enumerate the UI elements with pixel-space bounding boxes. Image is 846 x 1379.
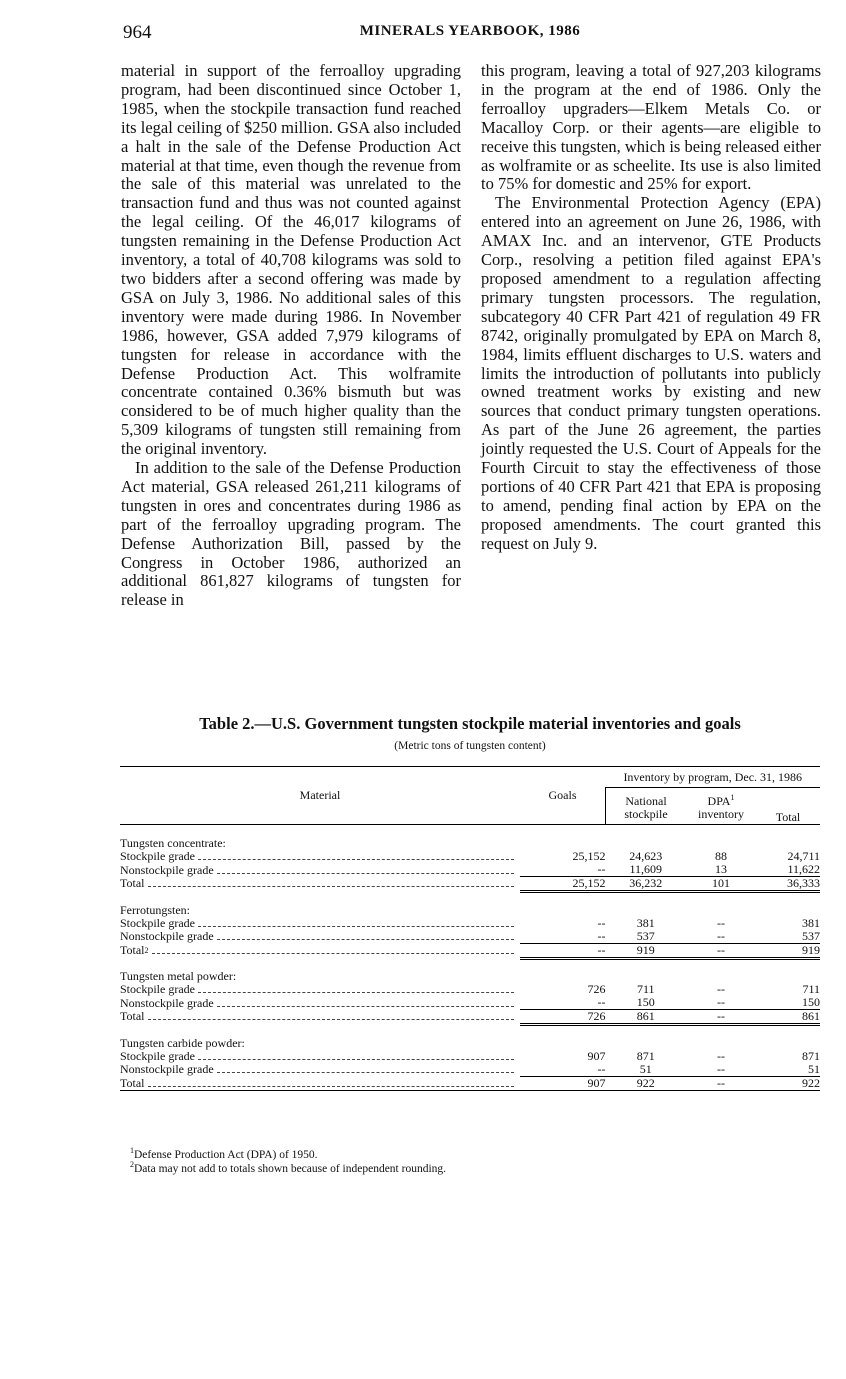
leader-dots xyxy=(217,997,514,1007)
total-value: 711 xyxy=(802,982,820,996)
rule-row xyxy=(120,1090,820,1091)
page-number: 964 xyxy=(123,22,152,43)
table-total-row xyxy=(120,1076,820,1090)
left-column xyxy=(121,62,461,610)
total-value: 919 xyxy=(756,943,820,957)
row-label: Stockpile grade xyxy=(120,982,195,996)
dpa-value: -- xyxy=(686,1076,756,1090)
dpa-value: -- xyxy=(717,915,725,930)
dpa-value: -- xyxy=(717,982,725,996)
goals-value: 726 xyxy=(520,1010,606,1024)
leader-dots xyxy=(148,1010,515,1020)
goals-value: 907 xyxy=(520,1076,606,1090)
group-label: Tungsten carbide powder: xyxy=(120,1035,245,1050)
goals-value: -- xyxy=(597,928,606,943)
table-group-row xyxy=(120,958,820,983)
dpa-value: -- xyxy=(686,943,756,957)
total-value: 24,711 xyxy=(787,849,820,863)
leader-dots xyxy=(198,850,514,860)
leader-dots xyxy=(198,917,514,927)
national-value: 24,623 xyxy=(629,849,663,863)
national-value: 11,609 xyxy=(629,862,663,876)
national-value: 36,232 xyxy=(606,877,687,891)
row-label: Stockpile grade xyxy=(120,1048,195,1063)
goals-value: -- xyxy=(597,862,606,876)
group-label: Tungsten concentrate: xyxy=(120,836,226,850)
total-value: 537 xyxy=(802,928,820,943)
group-label: Tungsten metal powder: xyxy=(120,969,237,983)
footnote-mark: 2 xyxy=(144,945,149,955)
table-group-row xyxy=(120,825,820,851)
dpa-value: -- xyxy=(686,1010,756,1024)
dpa-value: -- xyxy=(717,1048,725,1063)
national-value: 537 xyxy=(636,928,655,943)
table-row xyxy=(120,930,820,944)
paragraph: The Environmental Protection Agency (EPA) entered into an agreement on June 26, 1986, with AMAX Inc. and an intervenor, GTE Products Corp., resolving a petition filed against EPA's proposed amendment to a regulation affecting primary tungsten processors. The regulation, subcategory 40 CFR Part 421 of regulation 49 FR 8742, originally promulgated by EPA on March 8, 1984, limits effluent discharges to U.S. waters and limits the introduction of pollutants into publicly owned treatment works by existing and new sources that conduct primary tungsten operations. As part of the June 26 agreement, the parties jointly requested the U.S. Court of Appeals for the Fourth Circuit to stay the effectiveness of those portions of 40 CFR Part 421 that EPA is proposing to amend, pending final action by EPA on the proposed amendments. The court granted this request on July 9. xyxy=(481,193,821,553)
row-label: Stockpile grade xyxy=(120,915,195,930)
header-goals: Goals xyxy=(548,788,577,802)
total-label: Total xyxy=(120,1075,145,1090)
national-value: 861 xyxy=(606,1010,687,1024)
header-national: National stockpile xyxy=(606,788,687,825)
table-total-row xyxy=(120,877,820,891)
goals-value: -- xyxy=(520,943,606,957)
row-label: Nonstockpile grade xyxy=(120,1062,214,1076)
total-value: 150 xyxy=(802,995,820,1009)
total-value: 922 xyxy=(756,1076,820,1090)
national-value: 871 xyxy=(636,1048,655,1063)
row-label: Stockpile grade xyxy=(120,849,195,863)
table-title: Table 2.—U.S. Government tungsten stockpile material inventories and goals xyxy=(199,714,741,733)
header-dpa: DPA$^1$ inventory xyxy=(698,793,744,821)
table-row xyxy=(120,983,820,996)
leader-dots xyxy=(217,864,514,874)
table-row xyxy=(120,996,820,1010)
leader-dots xyxy=(148,877,515,887)
national-value: 919 xyxy=(606,943,687,957)
leader-dots xyxy=(198,983,514,993)
total-value: 36,333 xyxy=(756,877,820,891)
row-label: Nonstockpile grade xyxy=(120,929,214,943)
dpa-value: -- xyxy=(717,1061,725,1076)
header-program: Inventory by program, Dec. 31, 1986 xyxy=(606,767,821,788)
goals-value: -- xyxy=(597,1061,606,1076)
table-row xyxy=(120,1063,820,1077)
leader-dots xyxy=(152,944,515,954)
group-label: Ferrotungsten: xyxy=(120,902,190,917)
national-value: 381 xyxy=(636,915,655,930)
goals-value: -- xyxy=(597,915,606,930)
table-total-row xyxy=(120,943,820,957)
total-label: Total xyxy=(120,876,145,890)
total-value: 871 xyxy=(802,1048,820,1063)
right-column xyxy=(481,62,821,554)
table-group-row xyxy=(120,1025,820,1050)
table-body xyxy=(120,825,820,1091)
dpa-value: 88 xyxy=(715,849,727,863)
row-label: Nonstockpile grade xyxy=(120,995,214,1010)
dpa-value: -- xyxy=(717,928,725,943)
dpa-value: 101 xyxy=(686,877,756,891)
paragraph: this program, leaving a total of 927,203 kilograms in the program at the end of 1986. Only the ferroalloy upgraders—Elkem Metals Co. or Macalloy Corp. or their agents—are eligible to receive this tungsten, which is being released either as wolframite or as scheelite. Its use is also limited to 75% for domestic and 25% for export. xyxy=(481,61,821,194)
total-label: Total xyxy=(120,942,145,957)
goals-value: 25,152 xyxy=(520,877,606,891)
table-row xyxy=(120,917,820,930)
goals-value: -- xyxy=(597,995,606,1009)
national-value: 922 xyxy=(606,1076,687,1090)
table-group-row xyxy=(120,892,820,917)
footnote: $^2$Data may not add to totals shown because of independent rounding. xyxy=(130,1160,447,1175)
total-value: 381 xyxy=(802,915,820,930)
table-total-row xyxy=(120,1010,820,1024)
paragraph: In addition to the sale of the Defense Production Act material, GSA released 261,211 kilograms of tungsten in ores and concentrates during 1986 as part of the ferroalloy upgrading program. The Defense Authorization Bill, passed by the Congress in October 1986, authorized an additional 861,827 kilograms of tungsten for release in xyxy=(121,458,461,610)
table-row xyxy=(120,1050,820,1063)
leader-dots xyxy=(217,930,514,940)
row-label: Nonstockpile grade xyxy=(120,862,214,877)
page-header xyxy=(120,20,820,46)
leader-dots xyxy=(217,1063,514,1073)
total-value: 51 xyxy=(808,1061,820,1076)
national-value: 711 xyxy=(636,982,655,996)
total-value: 11,622 xyxy=(787,862,820,876)
header-material: Material xyxy=(299,788,341,802)
total-value: 861 xyxy=(756,1010,820,1024)
stockpile-table xyxy=(120,766,820,1091)
dpa-value: -- xyxy=(717,995,725,1009)
table-row xyxy=(120,863,820,877)
running-title: MINERALS YEARBOOK, 1986 xyxy=(359,23,581,39)
table-subtitle: (Metric tons of tungsten content) xyxy=(394,740,546,752)
national-value: 51 xyxy=(639,1061,652,1076)
leader-dots xyxy=(148,1077,515,1087)
goals-value: 25,152 xyxy=(572,849,606,863)
dpa-value: 13 xyxy=(715,862,727,876)
total-label: Total xyxy=(120,1009,145,1023)
header-total: Total xyxy=(775,810,801,824)
goals-value: 907 xyxy=(587,1048,606,1063)
footnote: $^1$Defense Production Act (DPA) of 1950. xyxy=(130,1146,318,1161)
leader-dots xyxy=(198,1050,514,1060)
goals-value: 726 xyxy=(587,982,606,996)
national-value: 150 xyxy=(636,995,655,1009)
paragraph: material in support of the ferroalloy upgrading program, had been discontinued since October 1, 1985, when the stockpile transaction fund reached its legal ceiling of $250 million. GSA also included a halt in the sale of the Defense Production Act material at that time, even though the revenue from the sale of this material was unrelated to the transaction fund and thus was not counted against the legal ceiling. Of the 46,017 kilograms of tungsten remaining in the Defense Production Act inventory, a total of 40,708 kilograms was sold to two bidders after a second offering was made by GSA on July 3, 1986. No additional sales of this inventory were made during 1986. In November 1986, however, GSA added 7,979 kilograms of tungsten for release in accordance with the Defense Production Act. This wolframite concentrate contained 0.36% bismuth but was considered to be of much higher quality than the 5,309 kilograms of tungsten still remaining from the original inventory. xyxy=(121,61,461,459)
